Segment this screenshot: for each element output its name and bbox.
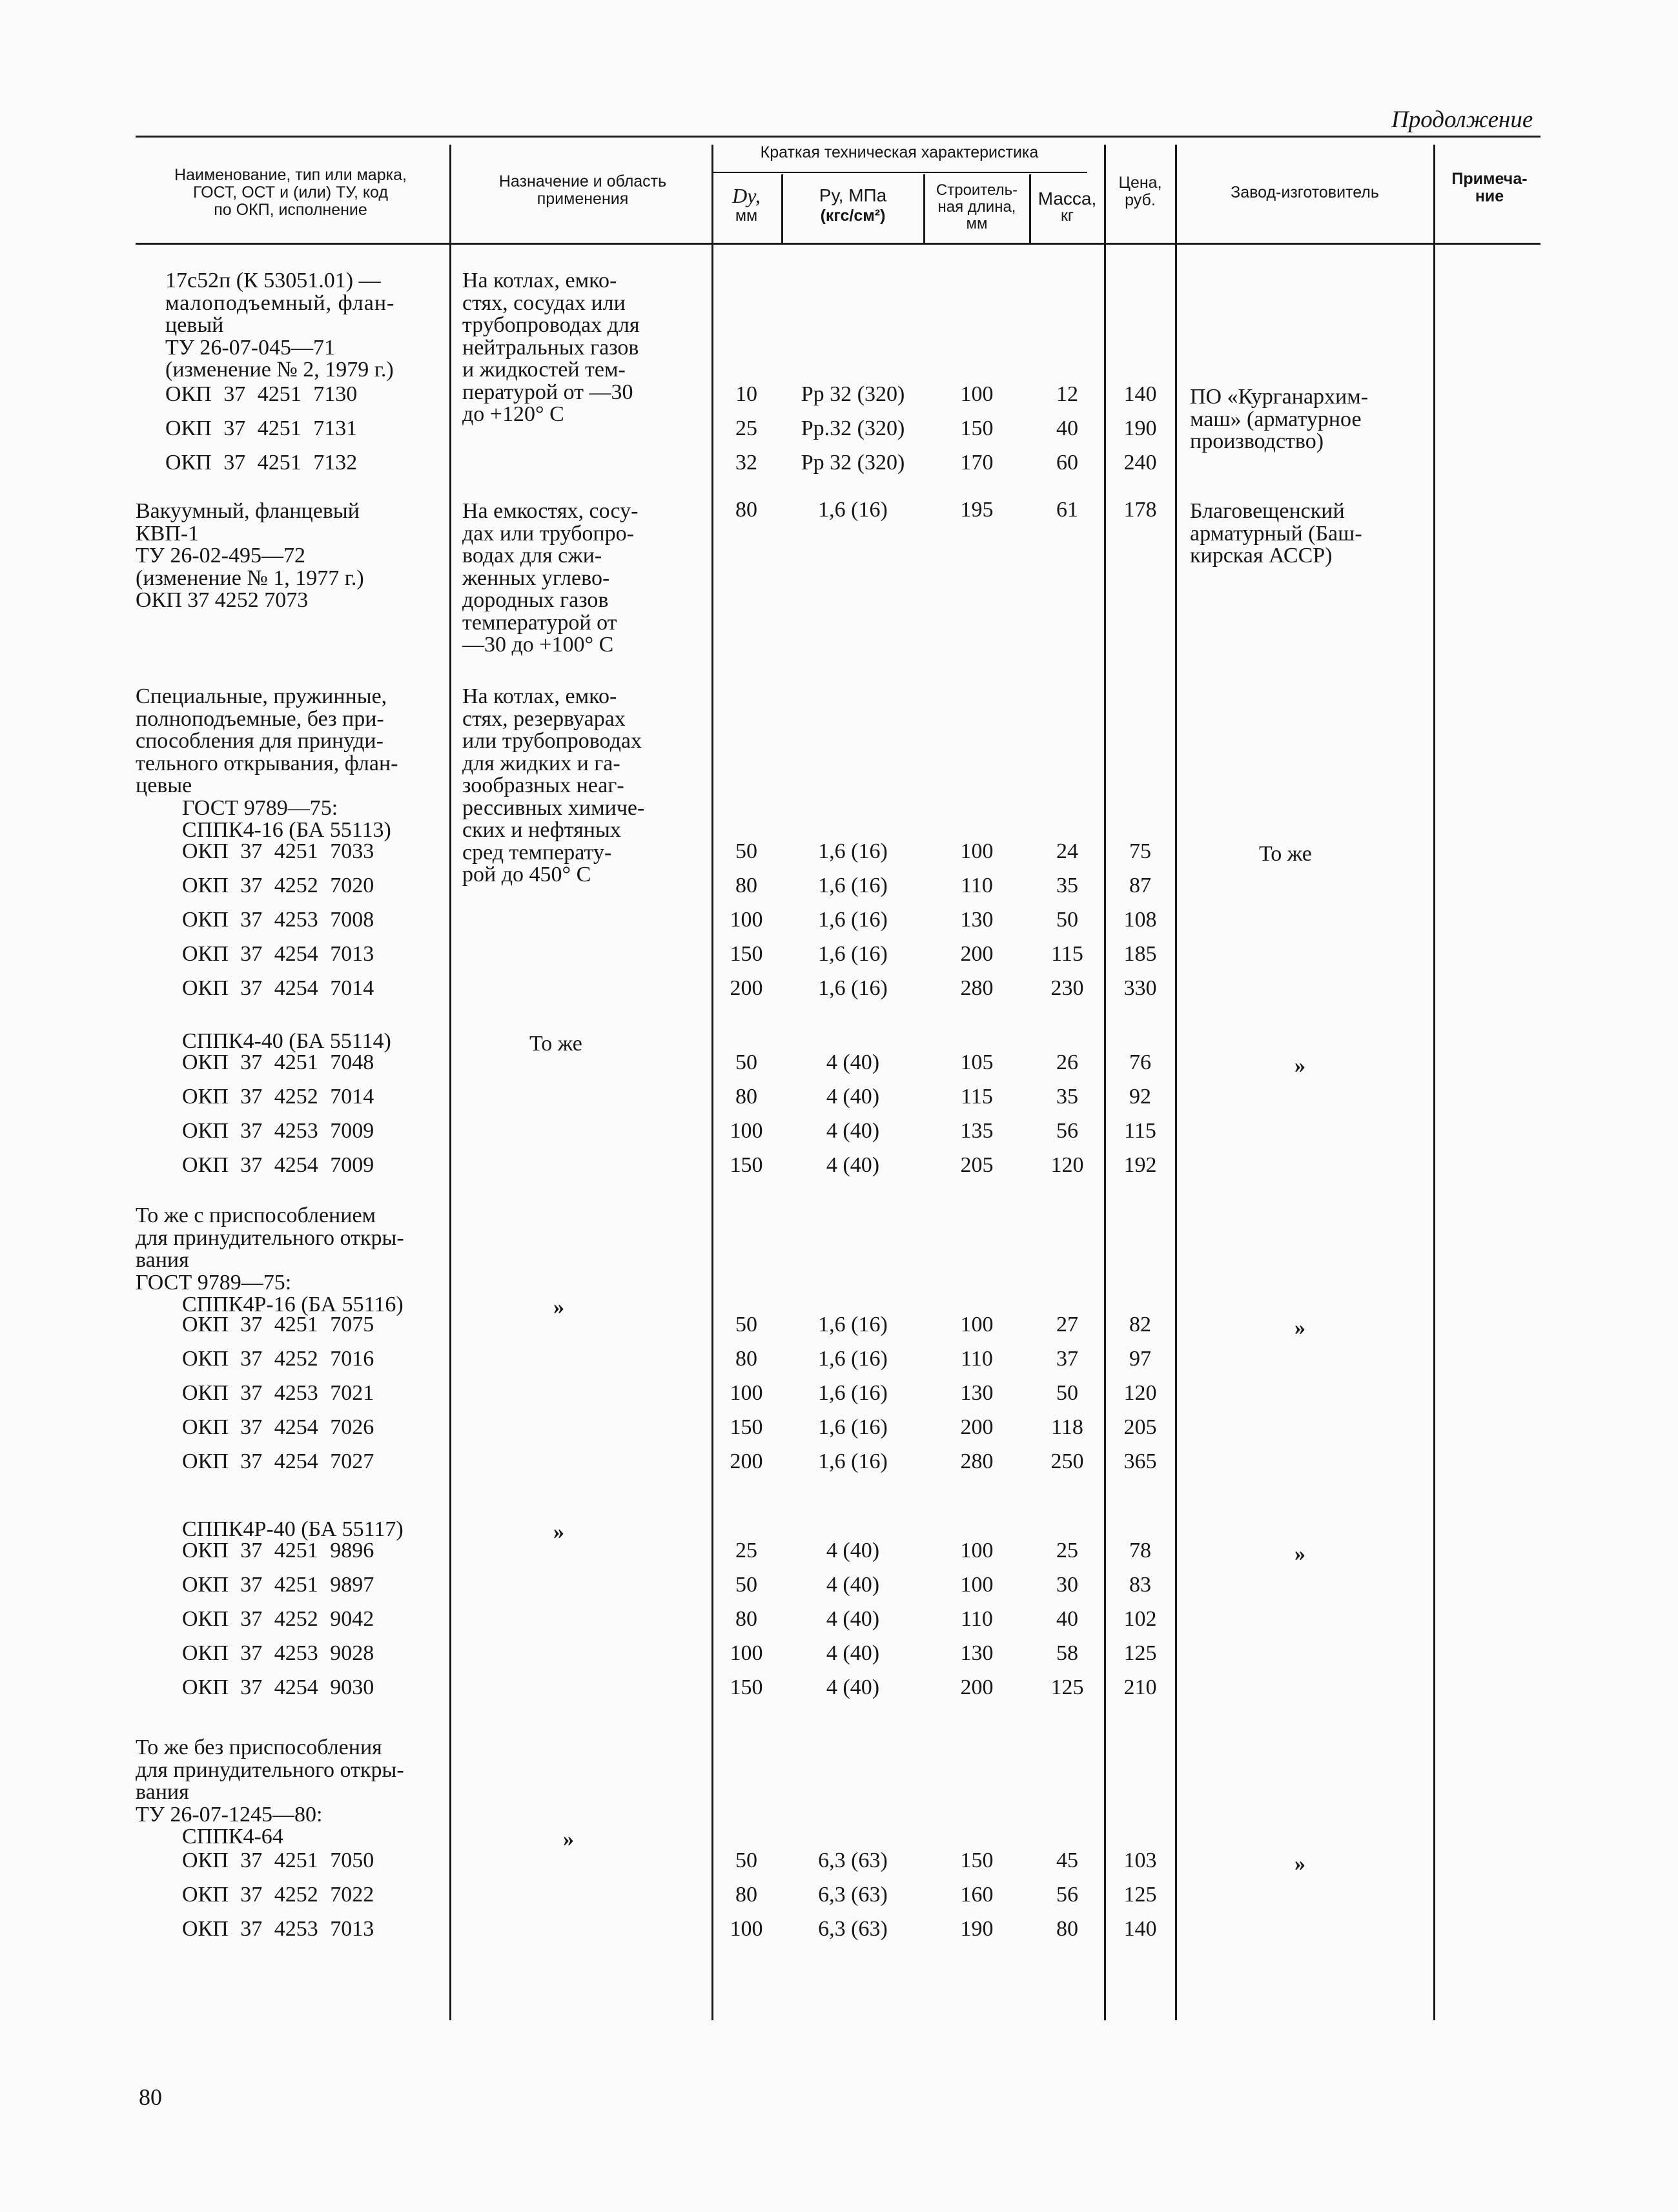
standard-line: ГОСТ 9789—75: [182,795,338,820]
header-length-line: Строитель- [936,181,1018,199]
cell-len: 110 [961,874,993,897]
cell-price: 108 [1123,908,1157,932]
cell-mass: 125 [1050,1675,1084,1699]
group-1-purpose [462,270,640,426]
group-1-maker [1190,386,1368,453]
name-line: тельного открывания, флан- [136,751,398,775]
cell-mass: 27 [1056,1313,1078,1336]
name-line: цевый [165,313,224,337]
header-note [1435,170,1544,205]
group-3-name [136,686,398,842]
header-length [925,182,1029,232]
cell-len: 100 [960,1573,994,1597]
cell-py: Pр.32 (320) [801,416,905,440]
purpose-line: температурой от [462,610,617,635]
cell-price: 87 [1129,874,1151,897]
cell-len: 100 [960,382,994,406]
cell-len: 195 [960,498,994,522]
cell-mass: 60 [1056,451,1078,475]
okp-code: ОКП 37 4251 9896 [182,1539,374,1562]
okp-code: ОКП 37 4252 7014 [182,1085,374,1109]
cell-price: 115 [1124,1119,1156,1143]
cell-len: 100 [960,839,994,863]
maker-line: производство) [1190,429,1324,453]
group-6-maker: » [1294,1542,1305,1566]
header-length-line: мм [966,215,988,232]
cell-dy: 80 [735,498,757,522]
okp-code: ОКП 37 4254 7013 [182,942,374,966]
purpose-line: На емкостях, сосу- [462,499,639,523]
cell-py: 1,6 (16) [818,498,888,522]
cell-len: 205 [960,1153,994,1177]
okp-code: ОКП 37 4252 7022 [182,1883,374,1907]
cell-price: 210 [1123,1675,1157,1699]
maker-line: арматурный (Баш- [1190,521,1362,546]
header-name [132,167,449,219]
cell-price: 102 [1123,1607,1157,1631]
cell-price: 365 [1123,1449,1157,1473]
cell-mass: 40 [1056,1607,1078,1631]
group-3-maker: То же [1259,842,1312,866]
cell-len: 110 [961,1607,993,1631]
name-line: ТУ 26-07-1245—80: [136,1802,323,1827]
cell-py: 4 (40) [826,1539,880,1562]
cell-dy: 100 [730,1381,763,1405]
cell-py: 4 (40) [826,1607,880,1631]
name-line: полноподъемные, без при- [136,706,384,731]
okp-code: ОКП 37 4253 7021 [182,1381,374,1405]
name-line: ТУ 26-02-495—72 [136,544,305,568]
group-7-maker: » [1294,1852,1305,1876]
purpose-line: до +120° С [462,402,564,426]
cell-mass: 80 [1056,1917,1078,1941]
cell-dy: 25 [735,1539,757,1562]
group-7-name [136,1737,404,1848]
cell-dy: 100 [730,908,763,932]
model-line: СППК4Р-16 (БА 55116) [182,1293,404,1316]
group-1-name [165,270,394,382]
okp-code: ОКП 37 4253 7009 [182,1119,374,1143]
name-line: 17с52п (К 53051.01) — [165,269,381,292]
cell-mass: 30 [1056,1573,1078,1597]
maker-line: Благовещенский [1190,499,1345,523]
cell-dy: 50 [735,1313,757,1336]
continued-label: Продолжение [1391,107,1533,133]
header-py [783,184,923,225]
cell-price: 83 [1129,1573,1151,1597]
cell-py: 1,6 (16) [818,1415,888,1439]
cell-price: 76 [1129,1050,1151,1074]
cell-len: 130 [960,1641,994,1665]
name-line: ТУ 26-07-045—71 [165,335,335,360]
name-line: (изменение № 1, 1977 г.) [136,566,364,590]
name-line: Вакуумный, фланцевый [136,499,360,523]
header-price [1105,174,1175,209]
group-4-purpose: То же [529,1032,582,1056]
header-purpose-line: применения [537,190,629,208]
purpose-line: —30 до +100° С [462,633,614,657]
okp-code: ОКП 37 4254 7014 [182,976,374,1000]
purpose-line: женных углево- [462,566,610,590]
maker-line: маш» (арматурное [1190,407,1362,431]
cell-len: 100 [960,1313,994,1336]
purpose-line: или трубопроводах [462,729,642,753]
cell-price: 178 [1123,498,1157,522]
cell-mass: 61 [1056,498,1078,522]
cell-mass: 58 [1056,1641,1078,1665]
group-5-maker: » [1294,1316,1305,1340]
okp-code: ОКП 37 4251 9897 [182,1573,374,1597]
okp-code: ОКП 37 4251 7075 [182,1313,374,1336]
name-line: вания [136,1248,189,1272]
okp-code: ОКП 37 4253 7013 [182,1917,374,1941]
cell-dy: 50 [735,1848,757,1872]
cell-py: 4 (40) [826,1050,880,1074]
cell-len: 200 [960,1675,994,1699]
header-price-line: руб. [1125,191,1156,209]
header-brief: Краткая техническая характеристика [760,143,1039,161]
group-6-model: СППК4Р-40 (БА 55117) [182,1517,404,1541]
group-2-purpose [462,500,638,657]
cell-price: 240 [1123,451,1157,475]
cell-dy: 25 [735,416,757,440]
cell-dy: 10 [735,382,757,406]
cell-dy: 150 [730,942,763,966]
col-divider-1 [449,145,451,2020]
okp-code: ОКП 37 4251 7131 [165,416,358,440]
purpose-line: для жидких и га- [462,751,620,775]
cell-mass: 250 [1050,1449,1084,1473]
header-maker: Завод-изготовитель [1231,183,1379,201]
cell-price: 205 [1123,1415,1157,1439]
cell-price: 190 [1123,416,1157,440]
okp-code: ОКП 37 4251 7048 [182,1050,374,1074]
cell-len: 280 [960,976,994,1000]
cell-dy: 32 [735,451,757,475]
cell-mass: 12 [1056,382,1078,406]
cell-len: 100 [960,1539,994,1562]
cell-py: 6,3 (63) [818,1848,888,1872]
cell-py: 1,6 (16) [818,1313,888,1336]
group-6-purpose: » [553,1520,564,1544]
name-line: вания [136,1780,189,1804]
purpose-line: стях, сосудах или [462,291,626,315]
header-mass [1030,190,1104,225]
header-dy-unit: мм [735,207,758,225]
col-divider-7 [1175,145,1177,2020]
cell-mass: 50 [1056,1381,1078,1405]
header-name-line: по ОКП, исполнение [214,201,367,219]
cell-len: 200 [960,1415,994,1439]
name-line: КВП-1 [136,521,200,546]
cell-dy: 150 [730,1153,763,1177]
cell-mass: 35 [1056,874,1078,897]
purpose-line: дах или трубопро- [462,521,634,546]
header-mass-line: кг [1060,207,1074,225]
cell-py: 4 (40) [826,1641,880,1665]
cell-price: 140 [1123,382,1157,406]
name-line: цевые [136,773,192,797]
name-line: ГОСТ 9789—75: [136,1270,292,1295]
header-py-label: Pу, МПа [819,185,887,205]
cell-len: 150 [960,1848,994,1872]
cell-py: 1,6 (16) [818,1347,888,1371]
cell-dy: 80 [735,874,757,897]
cell-len: 170 [960,451,994,475]
name-line: Специальные, пружинные, [136,684,387,708]
okp-code: ОКП 37 4252 9042 [182,1607,374,1631]
cell-mass: 35 [1056,1085,1078,1109]
cell-price: 78 [1129,1539,1151,1562]
header-purpose-line: Назначение и область [498,172,667,190]
cell-len: 200 [960,942,994,966]
cell-len: 110 [961,1347,993,1371]
name-line: малоподъемный, флан- [165,291,395,315]
header-name-line: ГОСТ, ОСТ и (или) ТУ, код [193,183,388,201]
cell-py: 6,3 (63) [818,1883,888,1907]
header-bottom-rule [136,243,1540,245]
model-line: СППК4-16 (БА 55113) [182,818,391,842]
purpose-line: На котлах, емко- [462,684,617,708]
cell-price: 82 [1129,1313,1151,1336]
cell-py: 1,6 (16) [818,839,888,863]
cell-mass: 25 [1056,1539,1078,1562]
cell-price: 120 [1123,1381,1157,1405]
cell-mass: 45 [1056,1848,1078,1872]
cell-len: 115 [961,1085,993,1109]
purpose-line: дородных газов [462,588,609,612]
cell-mass: 26 [1056,1050,1078,1074]
purpose-line: рой до 450° С [462,863,591,886]
brief-underline [711,172,1087,173]
cell-py: 1,6 (16) [818,1449,888,1473]
cell-dy: 200 [730,976,763,1000]
cell-py: Pр 32 (320) [801,451,905,475]
okp-code: ОКП 37 4253 7008 [182,908,374,932]
cell-len: 130 [960,1381,994,1405]
name-line: То же с приспособлением [136,1203,376,1227]
maker-line: ПО «Курганархим- [1190,385,1369,409]
cell-len: 105 [960,1050,994,1074]
okp-code: ОКП 37 4254 7027 [182,1449,374,1473]
group-4-model: СППК4-40 (БА 55114) [182,1029,391,1053]
group-3-purpose [462,686,644,886]
purpose-line: и жидкостей тем- [462,358,626,382]
okp-code: ОКП 37 4254 9030 [182,1675,374,1699]
cell-mass: 56 [1056,1883,1078,1907]
cell-py: 6,3 (63) [818,1917,888,1941]
model-line: СППК4-64 [182,1825,283,1848]
cell-price: 125 [1123,1883,1157,1907]
name-line: для принудительного откры- [136,1757,404,1782]
header-dy-label: Dу, [732,184,761,207]
cell-mass: 24 [1056,839,1078,863]
cell-price: 75 [1129,839,1151,863]
page-number: 80 [139,2084,162,2110]
cell-mass: 56 [1056,1119,1078,1143]
header-py-unit: (кгс/см²) [820,207,886,225]
cell-dy: 80 [735,1883,757,1907]
header-note-line: ние [1475,187,1504,205]
cell-price: 125 [1123,1641,1157,1665]
group-2-maker [1190,500,1362,568]
okp-code: ОКП 37 4253 9028 [182,1641,374,1665]
okp-code: ОКП 37 4254 7026 [182,1415,374,1439]
cell-len: 190 [960,1917,994,1941]
cell-dy: 80 [735,1347,757,1371]
group-5-purpose: » [553,1295,564,1319]
cell-price: 92 [1129,1085,1151,1109]
cell-len: 280 [960,1449,994,1473]
group-2-name [136,500,364,612]
cell-py: 4 (40) [826,1153,880,1177]
cell-py: 4 (40) [826,1675,880,1699]
group-7-purpose: » [563,1827,574,1851]
purpose-line: зообразных неаг- [462,773,624,797]
name-line: ОКП 37 4252 7073 [136,588,309,612]
cell-dy: 100 [730,1641,763,1665]
cell-dy: 50 [735,1050,757,1074]
table-top-rule [136,136,1540,138]
cell-mass: 40 [1056,416,1078,440]
cell-dy: 80 [735,1085,757,1109]
purpose-line: сред температу- [462,840,612,865]
okp-code: ОКП 37 4251 7050 [182,1848,374,1872]
cell-price: 140 [1123,1917,1157,1941]
purpose-line: пературой от —30 [462,380,633,404]
header-purpose [455,173,710,208]
name-line: для принудительного откры- [136,1225,404,1250]
cell-mass: 120 [1050,1153,1084,1177]
cell-py: 1,6 (16) [818,942,888,966]
cell-dy: 50 [735,1573,757,1597]
cell-py: Pр 32 (320) [801,382,905,406]
cell-price: 330 [1123,976,1157,1000]
cell-len: 160 [960,1883,994,1907]
okp-code: ОКП 37 4251 7130 [165,382,358,406]
cell-dy: 100 [730,1917,763,1941]
cell-mass: 50 [1056,908,1078,932]
maker-line: кирская АССР) [1190,544,1333,568]
header-dy [711,184,781,225]
cell-len: 150 [960,416,994,440]
cell-py: 1,6 (16) [818,976,888,1000]
cell-dy: 150 [730,1675,763,1699]
cell-py: 4 (40) [826,1119,880,1143]
header-price-line: Цена, [1118,174,1162,192]
cell-py: 1,6 (16) [818,1381,888,1405]
okp-code: ОКП 37 4254 7009 [182,1153,374,1177]
name-line: способления для принуди- [136,729,384,753]
purpose-line: рессивных химиче- [462,795,645,820]
purpose-line: ских и нефтяных [462,818,621,842]
name-line: (изменение № 2, 1979 г.) [165,358,394,382]
header-mass-line: Масса, [1038,189,1097,209]
cell-py: 1,6 (16) [818,908,888,932]
header-length-line: ная длина, [937,198,1016,216]
group-5-name [136,1205,404,1316]
cell-mass: 37 [1056,1347,1078,1371]
group-4-maker: » [1294,1054,1305,1078]
cell-py: 1,6 (16) [818,874,888,897]
cell-price: 185 [1123,942,1157,966]
cell-mass: 115 [1051,942,1083,966]
cell-mass: 230 [1050,976,1084,1000]
cell-py: 4 (40) [826,1085,880,1109]
purpose-line: стях, резервуарах [462,706,626,731]
cell-price: 192 [1123,1153,1157,1177]
cell-py: 4 (40) [826,1573,880,1597]
cell-price: 97 [1129,1347,1151,1371]
purpose-line: На котлах, емко- [462,269,617,292]
purpose-line: нейтральных газов [462,335,639,360]
purpose-line: водах для сжи- [462,544,602,568]
header-name-line: Наименование, тип или марка, [174,166,407,184]
header-note-line: Примеча- [1451,170,1528,188]
col-divider-8 [1433,145,1435,2020]
okp-code: ОКП 37 4251 7033 [182,839,374,863]
cell-dy: 50 [735,839,757,863]
cell-len: 135 [960,1119,994,1143]
cell-dy: 150 [730,1415,763,1439]
cell-price: 103 [1123,1848,1157,1872]
cell-dy: 100 [730,1119,763,1143]
cell-dy: 200 [730,1449,763,1473]
purpose-line: трубопроводах для [462,313,640,337]
okp-code: ОКП 37 4252 7016 [182,1347,374,1371]
cell-dy: 80 [735,1607,757,1631]
cell-mass: 118 [1051,1415,1083,1439]
okp-code: ОКП 37 4252 7020 [182,874,374,897]
cell-len: 130 [960,908,994,932]
okp-code: ОКП 37 4251 7132 [165,451,358,475]
name-line: То же без приспособления [136,1736,382,1759]
